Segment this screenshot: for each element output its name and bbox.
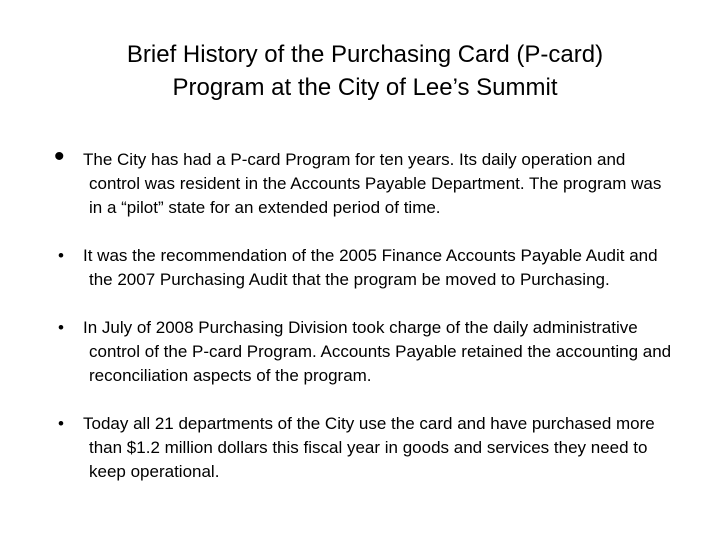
bullet-item-1 [54, 140, 677, 220]
bullet-text-3: In July of 2008 Purchasing Division took charge of the daily administrative control of the P-card Program. Accounts Payable retained the accounting and reconciliation aspects of the program. [83, 318, 672, 385]
bullet-item-3 [58, 316, 677, 388]
slide-title [40, 38, 690, 104]
bullet-item-2 [58, 244, 677, 292]
bullet-marker: • [58, 318, 64, 337]
bullet-text-1: The City has had a P-card Program for ten years. Its daily operation and control was resident in the Accounts Payable Department. The program was in a “pilot” state for an extended period of time. [83, 150, 662, 217]
bullet-item-4 [58, 412, 677, 484]
bullet-marker: • [58, 414, 64, 433]
bullet-marker: • [58, 246, 64, 265]
bullet-marker: • [54, 140, 65, 173]
bullet-text-2: It was the recommendation of the 2005 Finance Accounts Payable Audit and the 2007 Purchasing Audit that the program be moved to Purchasing. [83, 246, 658, 289]
slide-title-line-1: Brief History of the Purchasing Card (P-card) [126, 41, 604, 68]
bullet-text-4: Today all 21 departments of the City use the card and have purchased more than $1.2 million dollars this fiscal year in goods and services they need to keep operational. [83, 414, 655, 481]
slide-title-line-2: Program at the City of Lee’s Summit [172, 74, 558, 101]
